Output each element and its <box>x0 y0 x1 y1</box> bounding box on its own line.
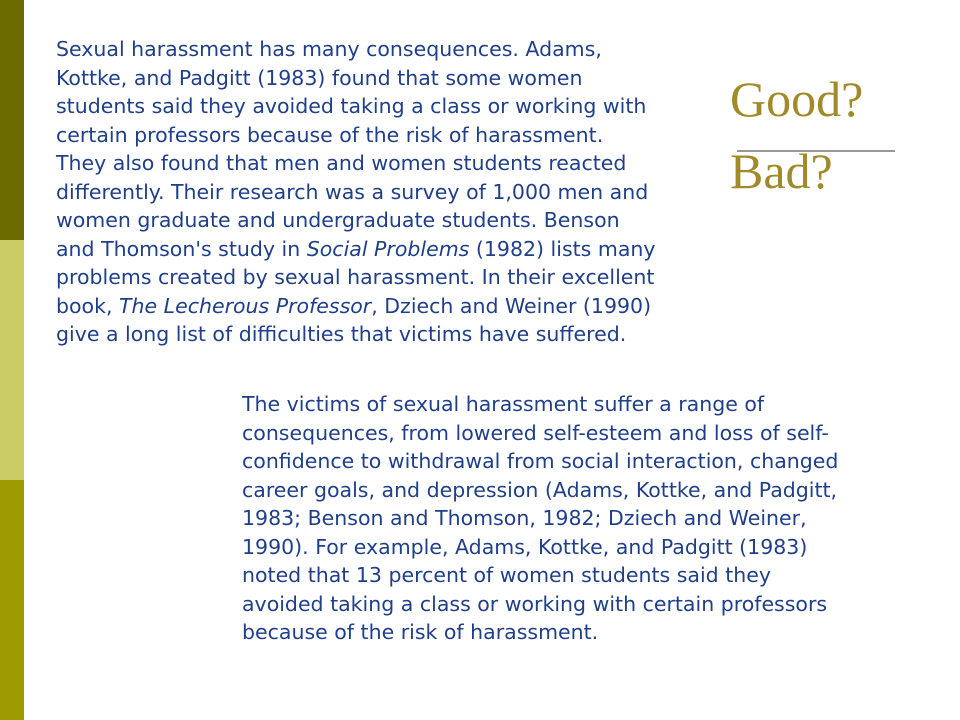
text-line <box>56 121 656 150</box>
text-line <box>56 263 656 292</box>
text-segment: give a long list of difficulties that victims have suffered. <box>56 322 627 346</box>
text-segment: certain professors because of the risk of harassment. <box>56 122 604 147</box>
text-segment: confidence to withdrawal from social interaction, changed <box>242 449 839 473</box>
text-segment: Sexual harassment has many consequences. Adams, <box>56 37 602 61</box>
text-segment: problems created by sexual harassment. In their excellent <box>56 265 655 289</box>
text-segment: students said they avoided taking a class or working with <box>56 94 647 118</box>
left-stripe-dark <box>0 0 24 240</box>
text-segment: They also found that men and women students reacted <box>56 151 627 175</box>
text-segment: avoided taking a class or working with certain professors <box>242 591 828 616</box>
text-line <box>56 206 656 235</box>
text-segment: and Thomson's study in <box>56 236 307 261</box>
text-line <box>56 178 656 207</box>
text-segment: differently. Their research was a survey of 1,000 men and <box>56 179 649 204</box>
text-segment: 1990). For example, Adams, Kottke, and Padgitt (1983) <box>242 534 808 559</box>
text-line <box>56 64 656 93</box>
text-segment: noted that 13 percent of women students said they <box>242 563 771 587</box>
text-line <box>242 476 838 505</box>
text-segment: women graduate and undergraduate students. Benson <box>56 208 620 232</box>
text-line <box>242 561 838 590</box>
text-segment: The victims of sexual harassment suffer a range of <box>242 392 765 416</box>
text-line <box>56 235 656 264</box>
question-good: Good? <box>730 71 864 127</box>
original-passage <box>56 35 656 349</box>
text-line <box>56 149 656 178</box>
text-segment: book, <box>56 293 120 318</box>
italic-title: The Lecherous Professor <box>119 293 372 318</box>
text-segment: , Dziech and Weiner (1990) <box>371 293 652 318</box>
left-stripe-light <box>0 240 24 480</box>
left-stripe-mid <box>0 480 24 720</box>
text-segment: because of the risk of harassment. <box>242 620 599 644</box>
text-line <box>242 590 838 619</box>
text-line <box>242 533 838 562</box>
text-line <box>242 447 838 476</box>
text-segment: consequences, from lowered self-esteem and loss of self- <box>242 420 829 445</box>
italic-title: Social Problems <box>306 236 470 261</box>
paraphrased-passage <box>242 390 838 647</box>
question-bad: Bad? <box>730 143 833 199</box>
text-segment: career goals, and depression (Adams, Kottke, and Padgitt, <box>242 477 838 502</box>
text-line <box>56 320 656 349</box>
text-segment: Kottke, and Padgitt (1983) found that some women <box>56 65 583 90</box>
text-segment: (1982) lists many <box>469 236 656 261</box>
text-line <box>242 390 838 419</box>
text-line <box>56 35 656 64</box>
text-line <box>242 504 838 533</box>
text-line <box>56 92 656 121</box>
text-line <box>56 292 656 321</box>
text-segment: 1983; Benson and Thomson, 1982; Dziech and Weiner, <box>242 506 807 530</box>
text-line <box>242 618 838 647</box>
text-line <box>242 419 838 448</box>
